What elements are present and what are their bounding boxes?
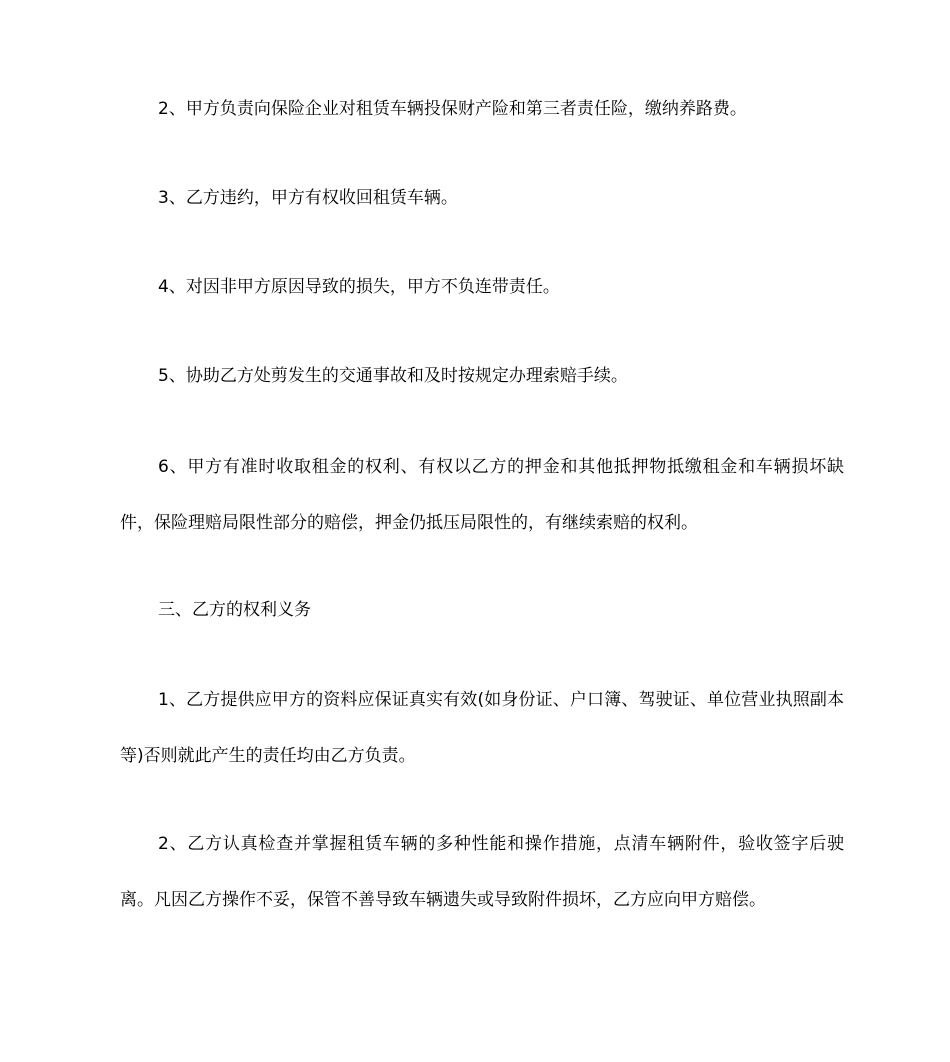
clause-a-6-rent-collection: 6、甲方有准时收取租金的权利、有权以乙方的押金和其他抵押物抵缴租金和车辆损坏缺件，保险理赔局限性部分的赔偿，押金仍抵压局限性的，有继续索赔的权利。 <box>120 457 844 533</box>
clause-b-2-inspection: 2、乙方认真检查并掌握租赁车辆的多种性能和操作措施，点清车辆附件，验收签字后驶离。凡因乙方操作不妥，保管不善导致车辆遗失或导致附件损坏，乙方应向甲方赔偿。 <box>120 834 844 910</box>
section-heading-party-b: 三、乙方的权利义务 <box>158 600 311 620</box>
clause-a-2-insurance: 2、甲方负责向保险企业对租赁车辆投保财产险和第三者责任险，缴纳养路费。 <box>158 99 747 119</box>
clause-b-1-documents: 1、乙方提供应甲方的资料应保证真实有效(如身份证、户口簿、驾驶证、单位营业执照副本等)否则就此产生的责任均由乙方负责。 <box>120 690 844 766</box>
clause-a-5-accident: 5、协助乙方处剪发生的交通事故和及时按规定办理索赔手续。 <box>158 366 628 386</box>
clause-a-3-breach: 3、乙方违约，甲方有权收回租赁车辆。 <box>158 188 458 208</box>
clause-a-4-liability: 4、对因非甲方原因导致的损失，甲方不负连带责任。 <box>158 277 560 297</box>
